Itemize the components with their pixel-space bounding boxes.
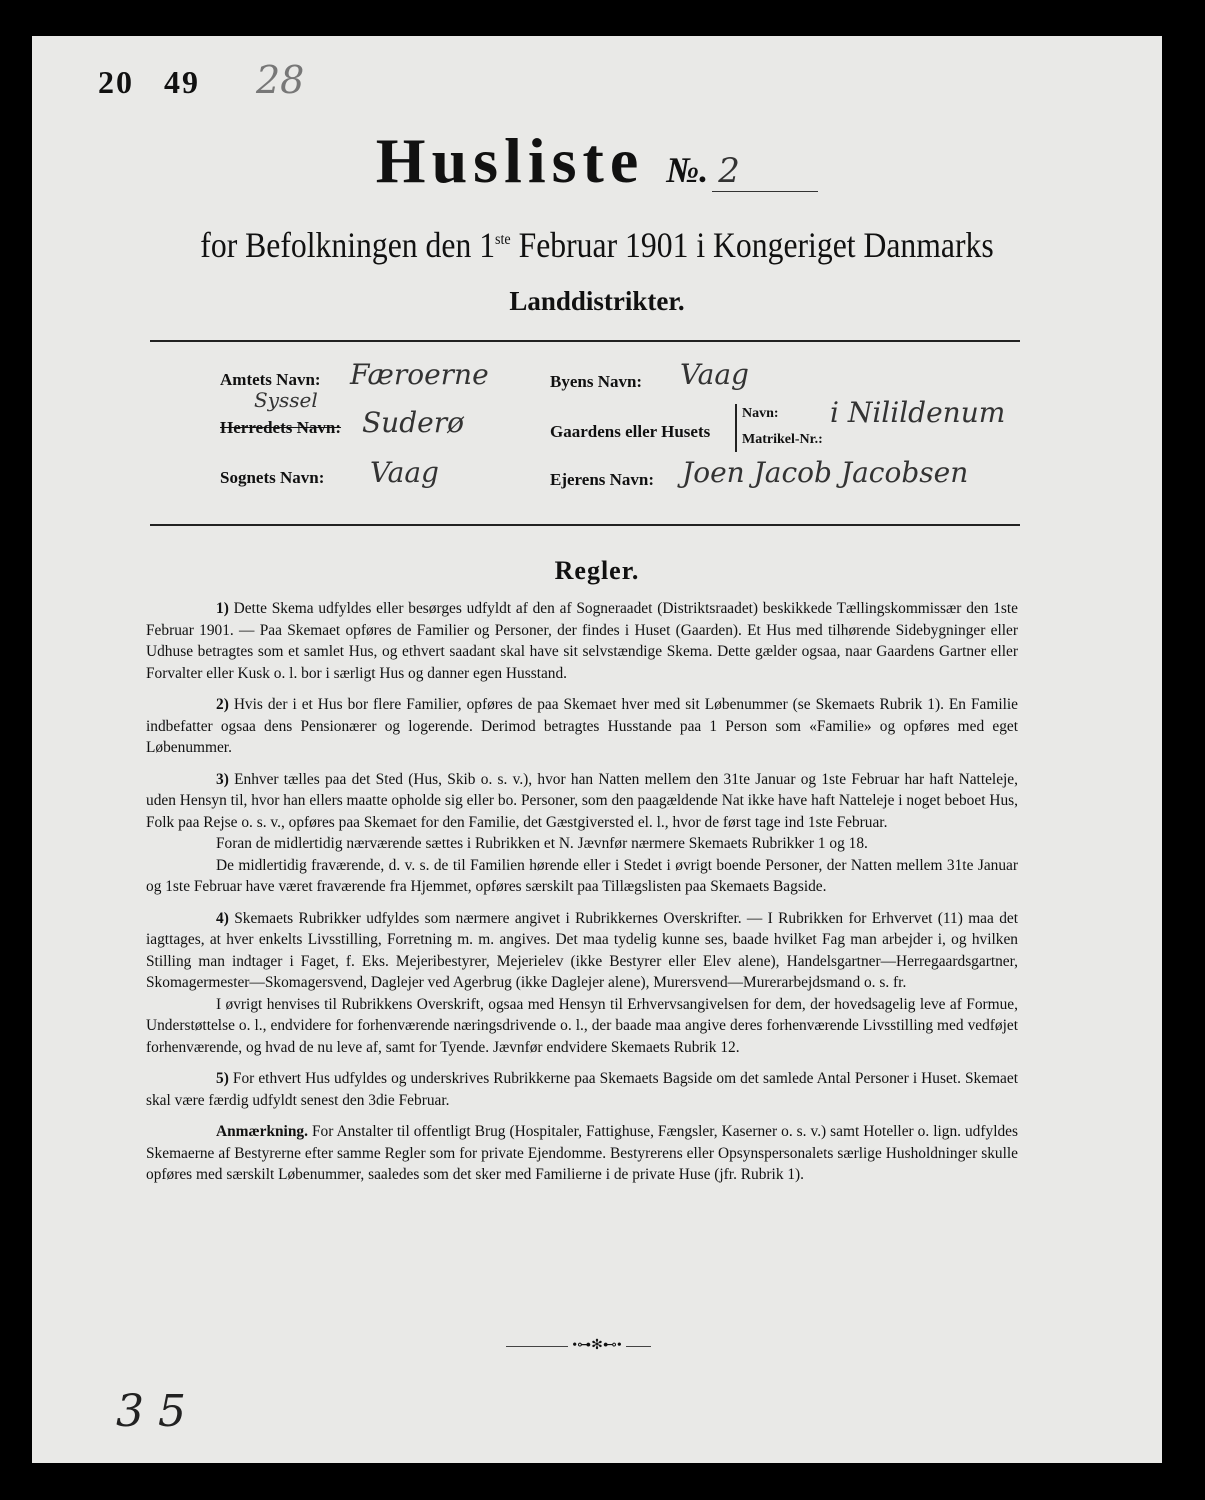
amt-label: Amtets Navn: [220, 370, 321, 389]
subtitle-districts: Landdistrikter. [509, 286, 685, 316]
rule-2-text: Hvis der i et Hus bor flere Familier, opføres de paa Skemaet hver med sit Løbenummer (se Skemaets Rubrik 1). En Familie indbefatter ogsaa dens Pensionærer og logerende. Derimod betragtes Husstande paa 1 Person som «Familie» og opføres med eget Løbenummer. [146, 696, 1018, 756]
rule-note [146, 1121, 1018, 1186]
divider-top [150, 340, 1020, 342]
matrikel-label: Matrikel-Nr.: [742, 432, 823, 447]
form-number-1: 20 [98, 64, 134, 100]
amt-value: Færoerne [350, 358, 489, 391]
rules-title: Regler. [554, 556, 640, 585]
rule-4-number: 4) [216, 909, 229, 927]
divider-bottom [150, 524, 1020, 526]
list-number: 2 [712, 151, 818, 192]
rule-3-number: 3) [216, 770, 229, 788]
rule-1-number: 1) [216, 600, 229, 617]
rule-4 [146, 908, 1018, 994]
bracket [735, 404, 737, 452]
rule-2 [146, 694, 1018, 759]
note-label: Anmærkning. [216, 1123, 308, 1140]
herred-label: Herredets Navn: [220, 418, 342, 437]
rule-5-text: For ethvert Hus udfyldes og underskrives Rubrikkerne paa Skemaets Bagside om det samlede Antal Personer i Huset. Skemaet skal være færdig udfyldt senest den 3die Februar. [146, 1070, 1018, 1109]
form-number-2: 49 [164, 64, 200, 100]
rule-1 [146, 598, 1018, 684]
form-numbers [98, 64, 220, 101]
ejer-value: Joen Jacob Jacobsen [682, 456, 969, 489]
ornament [32, 1337, 1162, 1354]
rule-3c: De midlertidig fraværende, d. v. s. de til Familien hørende eller i Stedet i øvrigt boende Personer, der Natten mellem 31te Januar og 1ste Februar have været fraværende fra Hjemmet, opføres særskilt paa Tillægslisten paa Skemaets Bagside. [146, 856, 1018, 895]
bottom-handwritten-number: 3 5 [116, 1386, 186, 1437]
subtitle-part2: Februar 1901 i Kongeriget Danmarks [510, 225, 994, 265]
handwritten-corner-number: 28 [256, 58, 305, 102]
sogn-value: Vaag [370, 456, 439, 489]
navn-label: Navn: [742, 406, 779, 421]
by-value: Vaag [680, 358, 749, 391]
ornament-glyph: •⊶✻⊷• [568, 1338, 626, 1353]
title-row [32, 124, 1162, 198]
note-text: For Anstalter til offentligt Brug (Hospitaler, Fattighuse, Fængsler, Kaserner o. s. v.) samt Hoteller o. lign. udfyldes Skemaerne af Bestyrerne efter samme Regler som for private Ejendomme. Bestyrerens eller Opsynspersonalets særlige Husholdninger skulle opføres med særskilt Løbenummer, saaledes som det sker med Familierne i de private Huse (jfr. Rubrik 1). [146, 1123, 1018, 1183]
herred-value: Suderø [362, 406, 464, 439]
rule-5 [146, 1068, 1018, 1111]
page-title: Husliste [375, 125, 645, 196]
subtitle [100, 224, 1094, 266]
rules-body [146, 598, 1018, 1196]
subtitle-part1: for Befolkningen den 1 [200, 225, 496, 265]
rule-5-number: 5) [216, 1070, 229, 1087]
ejer-label: Ejerens Navn: [550, 470, 655, 489]
rule-2-number: 2) [216, 696, 229, 713]
gaard-value: i Nilildenum [830, 396, 1006, 429]
census-form-page [32, 36, 1162, 1463]
sogn-label: Sognets Navn: [220, 468, 325, 487]
rule-4-text: Skemaets Rubrikker udfyldes som nærmere angivet i Rubrikkernes Overskrifter. — I Rubrikken for Erhvervet (11) maa det iagttages, at hver enkelts Livsstilling, Forretning m. m. angives. Det maa tydelig kunne ses, baade hvilket Fag man arbejder i, og hvilken Stilling man indtager i Faget, f. Eks. Mejeribestyrer, Mejerielev (ikke Bestyrer eller Elev alene), Handelsgartner—Herregaardsgartner, Skomagermester—Skomagersvend, Daglejer ved Agerbrug (ikke Daglejer alene), Murersvend—Murerarbejdsmand o. s. fr. [146, 909, 1018, 991]
rule-3b: Foran de midlertidig nærværende sættes i Rubrikken et N. Jævnfør nærmere Skemaets Rubrikker 1 og 18. [216, 835, 868, 852]
gaard-label: Gaardens eller Husets [550, 422, 711, 441]
rule-3-text: Enhver tælles paa det Sted (Hus, Skib o. s. v.), hvor han Natten mellem den 31te Januar og 1ste Februar har haft Natteleje, uden Hensyn til, hvor han ellers maatte opholde sig eller bo. Personer, som den paagældende Nat ikke have haft Natteleje i noget beboet Hus, Folk paa Rejse o. s. v., opføres paa Skemaet for den Familie, det Gæstgiversted el. l., hvor de først tage ind 1ste Februar. [146, 770, 1018, 831]
rule-1-text: Dette Skema udfyldes eller besørges udfyldt af den af Sogneraadet (Distriktsraadet) beskikkede Tællingskommissær den 1ste Februar 1901. — Paa Skemaet opføres de Familier og Personer, der findes i Huset (Gaarden). Et Hus med tilhørende Sidebygninger eller Udhuse betragtes som et samlet Hus, og ethvert saadant skal have sit selvstændige Skema. Dette gælder ogsaa, naar Gaardens Gartner eller Forvalter eller Kusk o. l. bor i særligt Hus og danner egen Husstand. [146, 600, 1018, 682]
herred-correction: Syssel [254, 388, 318, 412]
subtitle-sup: ste [495, 231, 511, 248]
by-label: Byens Navn: [550, 372, 643, 391]
number-label: №. [666, 150, 709, 190]
rule-4b: I øvrigt henvises til Rubrikkens Overskrift, ogsaa med Hensyn til Erhvervsangivelsen for dem, der hovedsagelig leve af Formue, Understøttelse o. l., endvidere for forhenværende næringsdrivende o. l., der baade maa angive deres forhenværende Livsstilling med vedføjet forhenværende, og hvad de nu leve af, samt for Tyende. Jævnfør endvidere Skemaets Rubrik 12. [146, 995, 1018, 1056]
rule-3 [146, 769, 1018, 834]
